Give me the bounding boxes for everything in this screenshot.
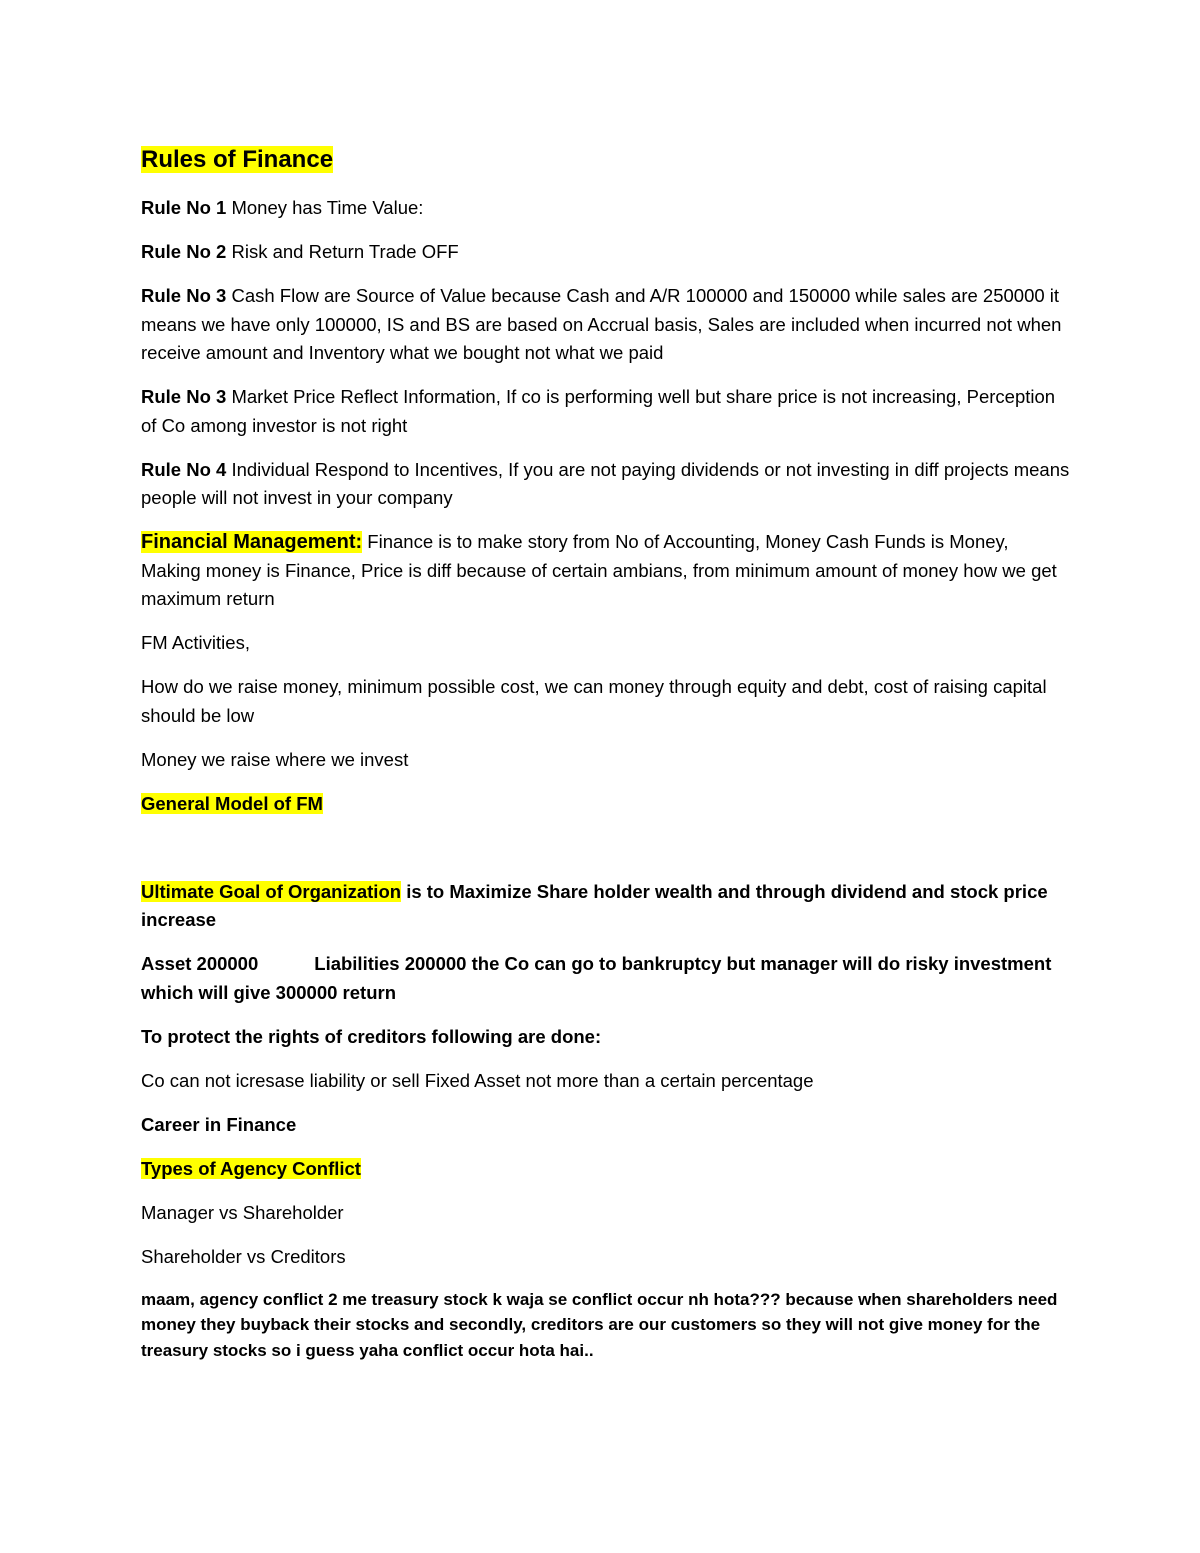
fm-activities: FM Activities, [141,632,250,653]
note-paragraph: maam, agency conflict 2 me treasury stock k waja se conflict occur nh hota??? because when shareholders need money they buyback their stocks and secondly, creditors are our customers so they will not give money for the treasury stocks so i guess yaha conflict occur hota hai.. [141,1289,1058,1360]
document-body [141,140,1071,1379]
financial-management-text: Finance is to make story from No of Accounting, Money Cash Funds is Money, Making money is Finance, Price is diff because of certain ambians, from minimum amount of money how we get maximum return [141,531,1057,609]
financial-management-heading: Financial Management: [141,531,363,553]
blank-line [141,834,1071,878]
agency-conflict-heading [141,1155,1071,1184]
rule-text: Individual Respond to Incentives, If you are not paying dividends or not investing in diff projects means people will not invest in your company [141,458,1070,508]
career-in-finance: Career in Finance [141,1113,297,1135]
raise-money-paragraph: How do we raise money, minimum possible cost, we can money through equity and debt, cost of raising capital should be low [141,676,1047,726]
liabilities-text: Liabilities 200000 the Co can go to bankruptcy but manager will do risky investment which will give 300000 return [141,953,1052,1003]
title-highlight: Rules of Finance [141,146,334,173]
document-title [141,140,1071,180]
protect-creditors-heading: To protect the rights of creditors following are done: [141,1025,602,1047]
rule-2 [141,238,1071,267]
rule-label: Rule No 3 [141,285,227,306]
money-invest-paragraph: Money we raise where we invest [141,748,409,770]
rule-label: Rule No 1 [141,197,227,218]
ultimate-goal-text: is to Maximize Share holder wealth and through dividend and stock price increase [141,880,1048,930]
financial-management-paragraph [141,528,1071,614]
agency-conflict-item: Manager vs Shareholder [141,1201,344,1223]
rule-label: Rule No 4 [141,458,227,480]
rule-text: Risk and Return Trade OFF [226,241,459,262]
rule-3-cash-flow [141,282,1071,368]
rule-1 [141,194,1071,223]
rule-text: Market Price Reflect Information, If co is performing well but share price is not increasing, Perception of Co among investor is not right [141,386,1056,436]
agency-conflict-highlight: Types of Agency Conflict [141,1157,361,1179]
rule-text: Cash Flow are Source of Value because Cash and A/R 100000 and 150000 while sales are 250000 it means we have only 100000, IS and BS are based on Accrual basis, Sales are included when incurred not when receive amount and Inventory what we bought not what we paid [141,285,1062,363]
general-model-highlight: General Model of FM [141,792,323,814]
asset-liabilities-paragraph [141,950,1071,1007]
agency-conflict-item: Shareholder vs Creditors [141,1245,346,1267]
general-model-heading [141,790,1071,819]
rule-3-market-price [141,383,1071,440]
asset-value: Asset 200000 [141,953,259,974]
icresase-liability-paragraph: Co can not icresase liability or sell Fixed Asset not more than a certain percentage [141,1069,814,1091]
rule-label: Rule No 2 [141,241,227,262]
ultimate-goal-heading: Ultimate Goal of Organization [141,880,402,902]
ultimate-goal-paragraph [141,878,1071,935]
rule-label: Rule No 3 [141,386,227,407]
rule-text: Money has Time Value: [226,197,424,218]
rule-4 [141,456,1071,513]
